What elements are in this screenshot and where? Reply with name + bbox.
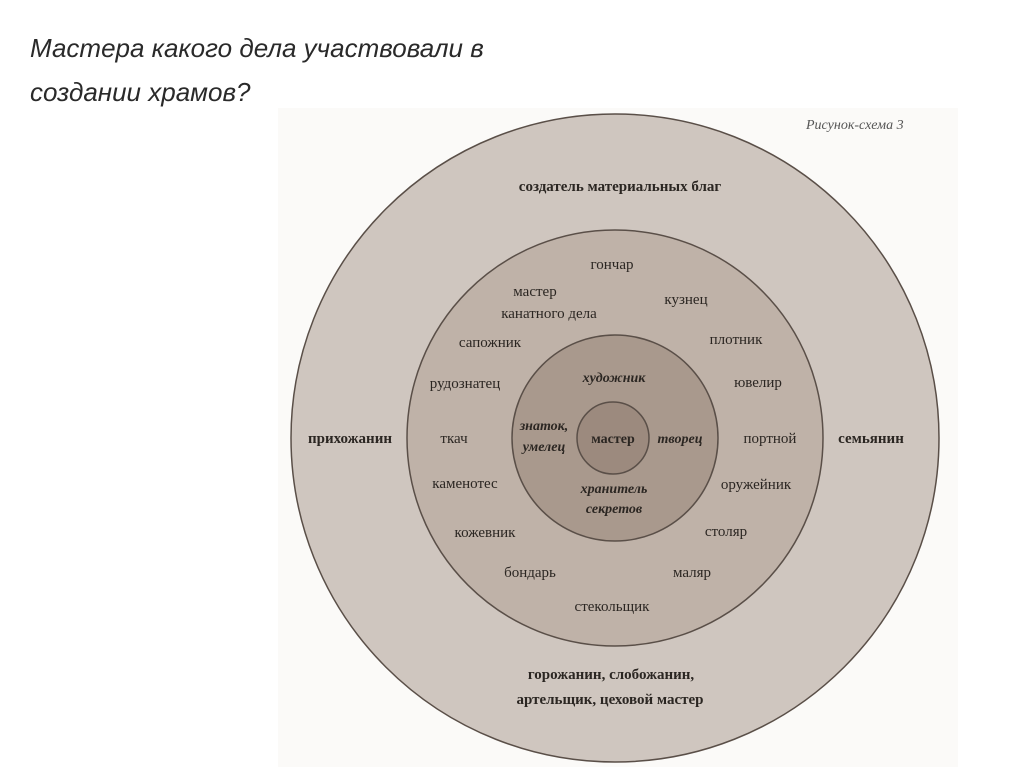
outer-label-left: прихожанин	[308, 431, 392, 447]
middle-label-stolyar: столяр	[704, 524, 748, 540]
middle-label-rudoznatec: рудознатец	[429, 376, 501, 392]
middle-label-kozhevnik: кожевник	[454, 525, 516, 541]
inner-label-hranitel-1: хранитель	[580, 482, 648, 497]
outer-label-bottom-2: артельщик, цеховой мастер	[516, 692, 704, 708]
middle-label-sapozhnik: сапожник	[458, 335, 522, 351]
middle-label-bondar: бондарь	[504, 565, 556, 581]
middle-label-yuvelir: ювелир	[734, 375, 782, 391]
middle-label-goncar: гончар	[590, 257, 634, 273]
middle-label-kamenotes: каменотес	[432, 476, 498, 492]
title-line-1: Мастера какого дела участвовали в	[30, 33, 484, 63]
figure-caption: Рисунок-схема 3	[806, 118, 904, 133]
center-label: мастер	[591, 432, 635, 447]
inner-label-znatok-1: знаток,	[519, 419, 569, 434]
middle-label-malyar: маляр	[672, 565, 712, 581]
middle-label-kuznec: кузнец	[664, 292, 708, 308]
middle-label-portnoy: портной	[743, 431, 797, 447]
middle-label-master-2: канатного дела	[501, 306, 597, 322]
outer-label-bottom-1: горожанин, слобожанин,	[527, 667, 695, 683]
inner-label-znatok-2: умелец	[522, 440, 566, 455]
middle-label-plotnik: плотник	[709, 332, 763, 348]
middle-label-oruzheynik: оружейник	[720, 477, 792, 493]
outer-label-top: создатель материальных благ	[518, 179, 722, 195]
middle-label-tkach: ткач	[440, 431, 468, 447]
inner-label-hudozhnik: художник	[582, 371, 646, 386]
middle-label-stekolshik: стекольщик	[574, 599, 650, 615]
inner-label-hranitel-2: секретов	[585, 502, 643, 517]
outer-label-right: семьянин	[838, 431, 904, 447]
inner-label-tvorec: творец	[657, 432, 703, 447]
middle-label-master-1: мастер	[513, 284, 557, 300]
title-line-2: создании храмов?	[30, 77, 251, 107]
